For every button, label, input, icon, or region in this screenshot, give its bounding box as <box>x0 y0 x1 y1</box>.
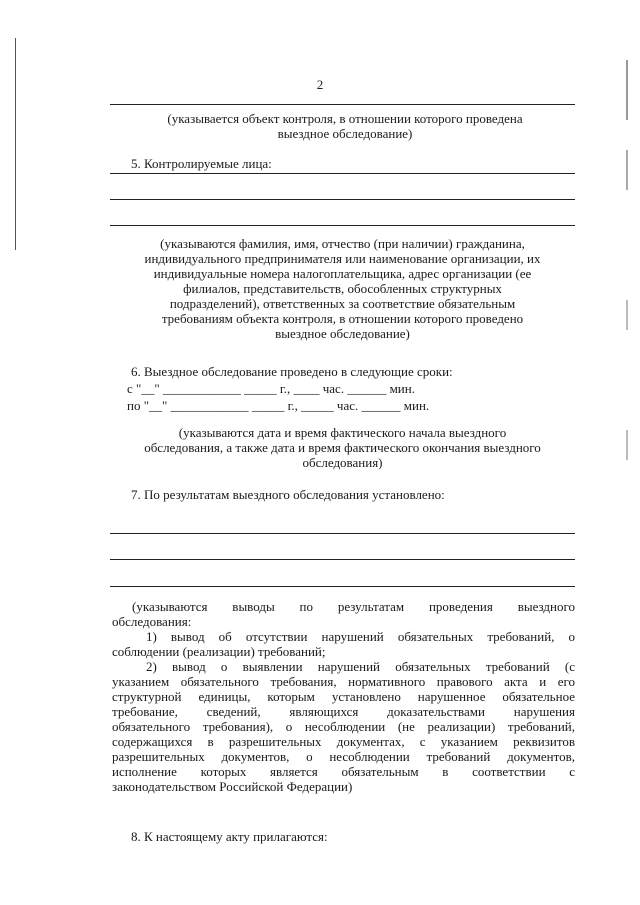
note-line: 2) вывод о выявлении нарушений обязательных требований (с <box>146 659 575 674</box>
note-line: соблюдении (реализации) требований; <box>112 644 326 659</box>
note-dates <box>110 425 575 470</box>
scan-margin-line <box>15 38 16 250</box>
note-line: филиалов, представительств, обособленных структурных <box>183 281 502 296</box>
note-line: исполнение которых является обязательным в соответствии с <box>112 764 575 779</box>
persons-blank-line <box>110 225 575 226</box>
item6-from-line: с "__" ____________ _____ г., ____ час. ______ мин. <box>127 381 415 396</box>
item6-to-line: по "__" ____________ _____ г., _____ час. ______ мин. <box>127 398 430 413</box>
note-line: подразделений), ответственных за соответствие обязательным <box>169 296 516 311</box>
note-line: (указываются фамилия, имя, отчество (при наличии) гражданина, <box>160 236 525 251</box>
note-line: выездное обследование) <box>275 326 410 341</box>
persons-blank-line <box>110 173 575 174</box>
page-number: 2 <box>316 77 324 92</box>
results-blank-line <box>110 533 575 534</box>
note-line: 1) вывод об отсутствии нарушений обязательных требований, о <box>146 629 575 644</box>
note-line: указанием обязательного требования, нормативного правового акта и его <box>112 674 575 689</box>
note-line: индивидуального предпринимателя или наименование организации, их <box>144 251 541 266</box>
persons-blank-line <box>110 199 575 200</box>
note-line: законодательством Российской Федерации) <box>112 779 353 794</box>
scan-edge-mark <box>626 300 628 330</box>
scan-edge-mark <box>626 430 628 460</box>
note-line: обследования: <box>112 614 192 629</box>
item8-label: 8. К настоящему акту прилагаются: <box>131 829 328 844</box>
results-blank-line <box>110 586 575 587</box>
note-line: (указываются дата и время фактического начала выездного <box>178 425 507 440</box>
item5-label: 5. Контролируемые лица: <box>131 156 272 171</box>
note-line: (указываются выводы по результатам проведения выездного <box>132 599 575 614</box>
note-conclusions <box>112 599 575 794</box>
note-line: требование, сведений, являющихся доказательствами нарушения <box>112 704 575 719</box>
item7-label: 7. По результатам выездного обследования установлено: <box>131 487 445 502</box>
item6-label: 6. Выездное обследование проведено в следующие сроки: <box>131 364 453 379</box>
note-line: структурной единицы, которым установлено нарушенное обязательное <box>112 689 575 704</box>
note-line: индивидуальные номера налогоплательщика, адрес организации (ее <box>153 266 532 281</box>
note-line: обязательного требования), о несоблюдении (не реализации) требований, <box>112 719 575 734</box>
note-object: (указывается объект контроля, в отношении которого проведена выездное обследование) <box>167 111 523 141</box>
results-blank-line <box>110 559 575 560</box>
note-line: содержащихся в разрешительных документах, с указанием реквизитов <box>112 734 575 749</box>
note-line: обследования, а также дата и время фактического окончания выездного <box>144 440 541 455</box>
note-persons <box>110 236 575 341</box>
note-line: требованиям объекта контроля, в отношении которого проведено <box>161 311 524 326</box>
object-blank-line <box>110 104 575 105</box>
scan-edge-mark <box>626 150 628 190</box>
note-line: обследования) <box>302 455 383 470</box>
note-line: разрешительных документов, о несоблюдении требований документов, <box>112 749 575 764</box>
